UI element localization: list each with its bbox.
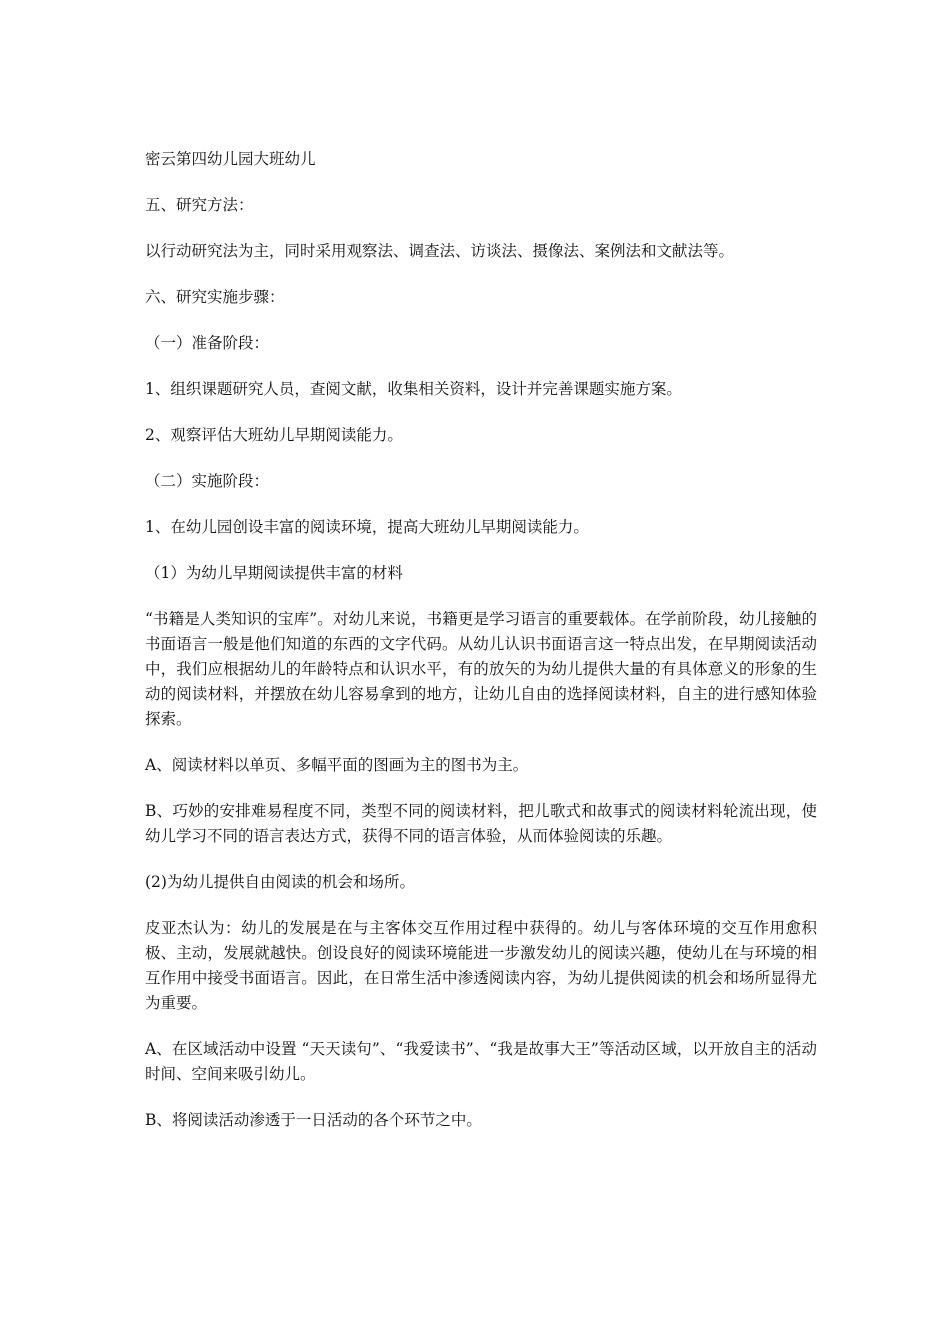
subheading-implementation: （二）实施阶段： bbox=[145, 472, 270, 490]
materials-point-a: A、阅读材料以单页、多幅平面的图画为主的图书为主。 bbox=[145, 756, 529, 774]
implementation-item-1: 1、在幼儿园创设丰富的阅读环境，提高大班幼儿早期阅读能力。 bbox=[145, 518, 589, 536]
piaget-paragraph: 皮亚杰认为：幼儿的发展是在与主客体交互作用过程中获得的。幼儿与客体环境的交互作用愈积极、主动，发展就越快。创设良好的阅读环境能进一步激发幼儿的阅读兴趣，使幼儿在与环境的相互作用中接受书面语言。因此，在日常生活中渗透阅读内容，为幼儿提供阅读的机会和场所显得尤为重要。 bbox=[145, 919, 817, 1012]
subitem-opportunity-heading: (2)为幼儿提供自由阅读的机会和场所。 bbox=[145, 873, 415, 891]
school-class-line: 密云第四幼儿园大班幼儿 bbox=[145, 150, 316, 168]
preparation-item-2: 2、观察评估大班幼儿早期阅读能力。 bbox=[145, 426, 403, 444]
materials-point-b: B、巧妙的安排难易程度不同，类型不同的阅读材料，把儿歌式和故事式的阅读材料轮流出现，使幼儿学习不同的语言表达方式，获得不同的语言体验，从而体验阅读的乐趣。 bbox=[145, 802, 817, 845]
opportunity-point-b: B、将阅读活动渗透于一日活动的各个环节之中。 bbox=[145, 1111, 482, 1129]
materials-paragraph: “书籍是人类知识的宝库”。对幼儿来说，书籍更是学习语言的重要载体。在学前阶段，幼儿接触的书面语言一般是他们知道的东西的文字代码。从幼儿认识书面语言这一特点出发，在早期阅读活动中，我们应根据幼儿的年龄特点和认识水平，有的放矢的为幼儿提供大量的有具体意义的形象的生动的阅读材料，并摆放在幼儿容易拿到的地方，让幼儿自由的选择阅读材料，自主的进行感知体验探索。 bbox=[145, 610, 817, 728]
section-heading-steps: 六、研究实施步骤： bbox=[145, 288, 285, 306]
methods-paragraph: 以行动研究法为主，同时采用观察法、调查法、访谈法、摄像法、案例法和文献法等。 bbox=[145, 242, 735, 260]
opportunity-point-a: A、在区域活动中设置 “天天读句”、“我爱读书”、“我是故事大王”等活动区域，以开放自主的活动时间、空间来吸引幼儿。 bbox=[145, 1040, 817, 1083]
subitem-materials-heading: （1）为幼儿早期阅读提供丰富的材料 bbox=[145, 564, 403, 582]
subheading-preparation: （一）准备阶段： bbox=[145, 334, 270, 352]
section-heading-methods: 五、研究方法： bbox=[145, 196, 254, 214]
preparation-item-1: 1、组织课题研究人员，查阅文献，收集相关资料，设计并完善课题实施方案。 bbox=[145, 380, 682, 398]
document-page bbox=[145, 147, 817, 1154]
